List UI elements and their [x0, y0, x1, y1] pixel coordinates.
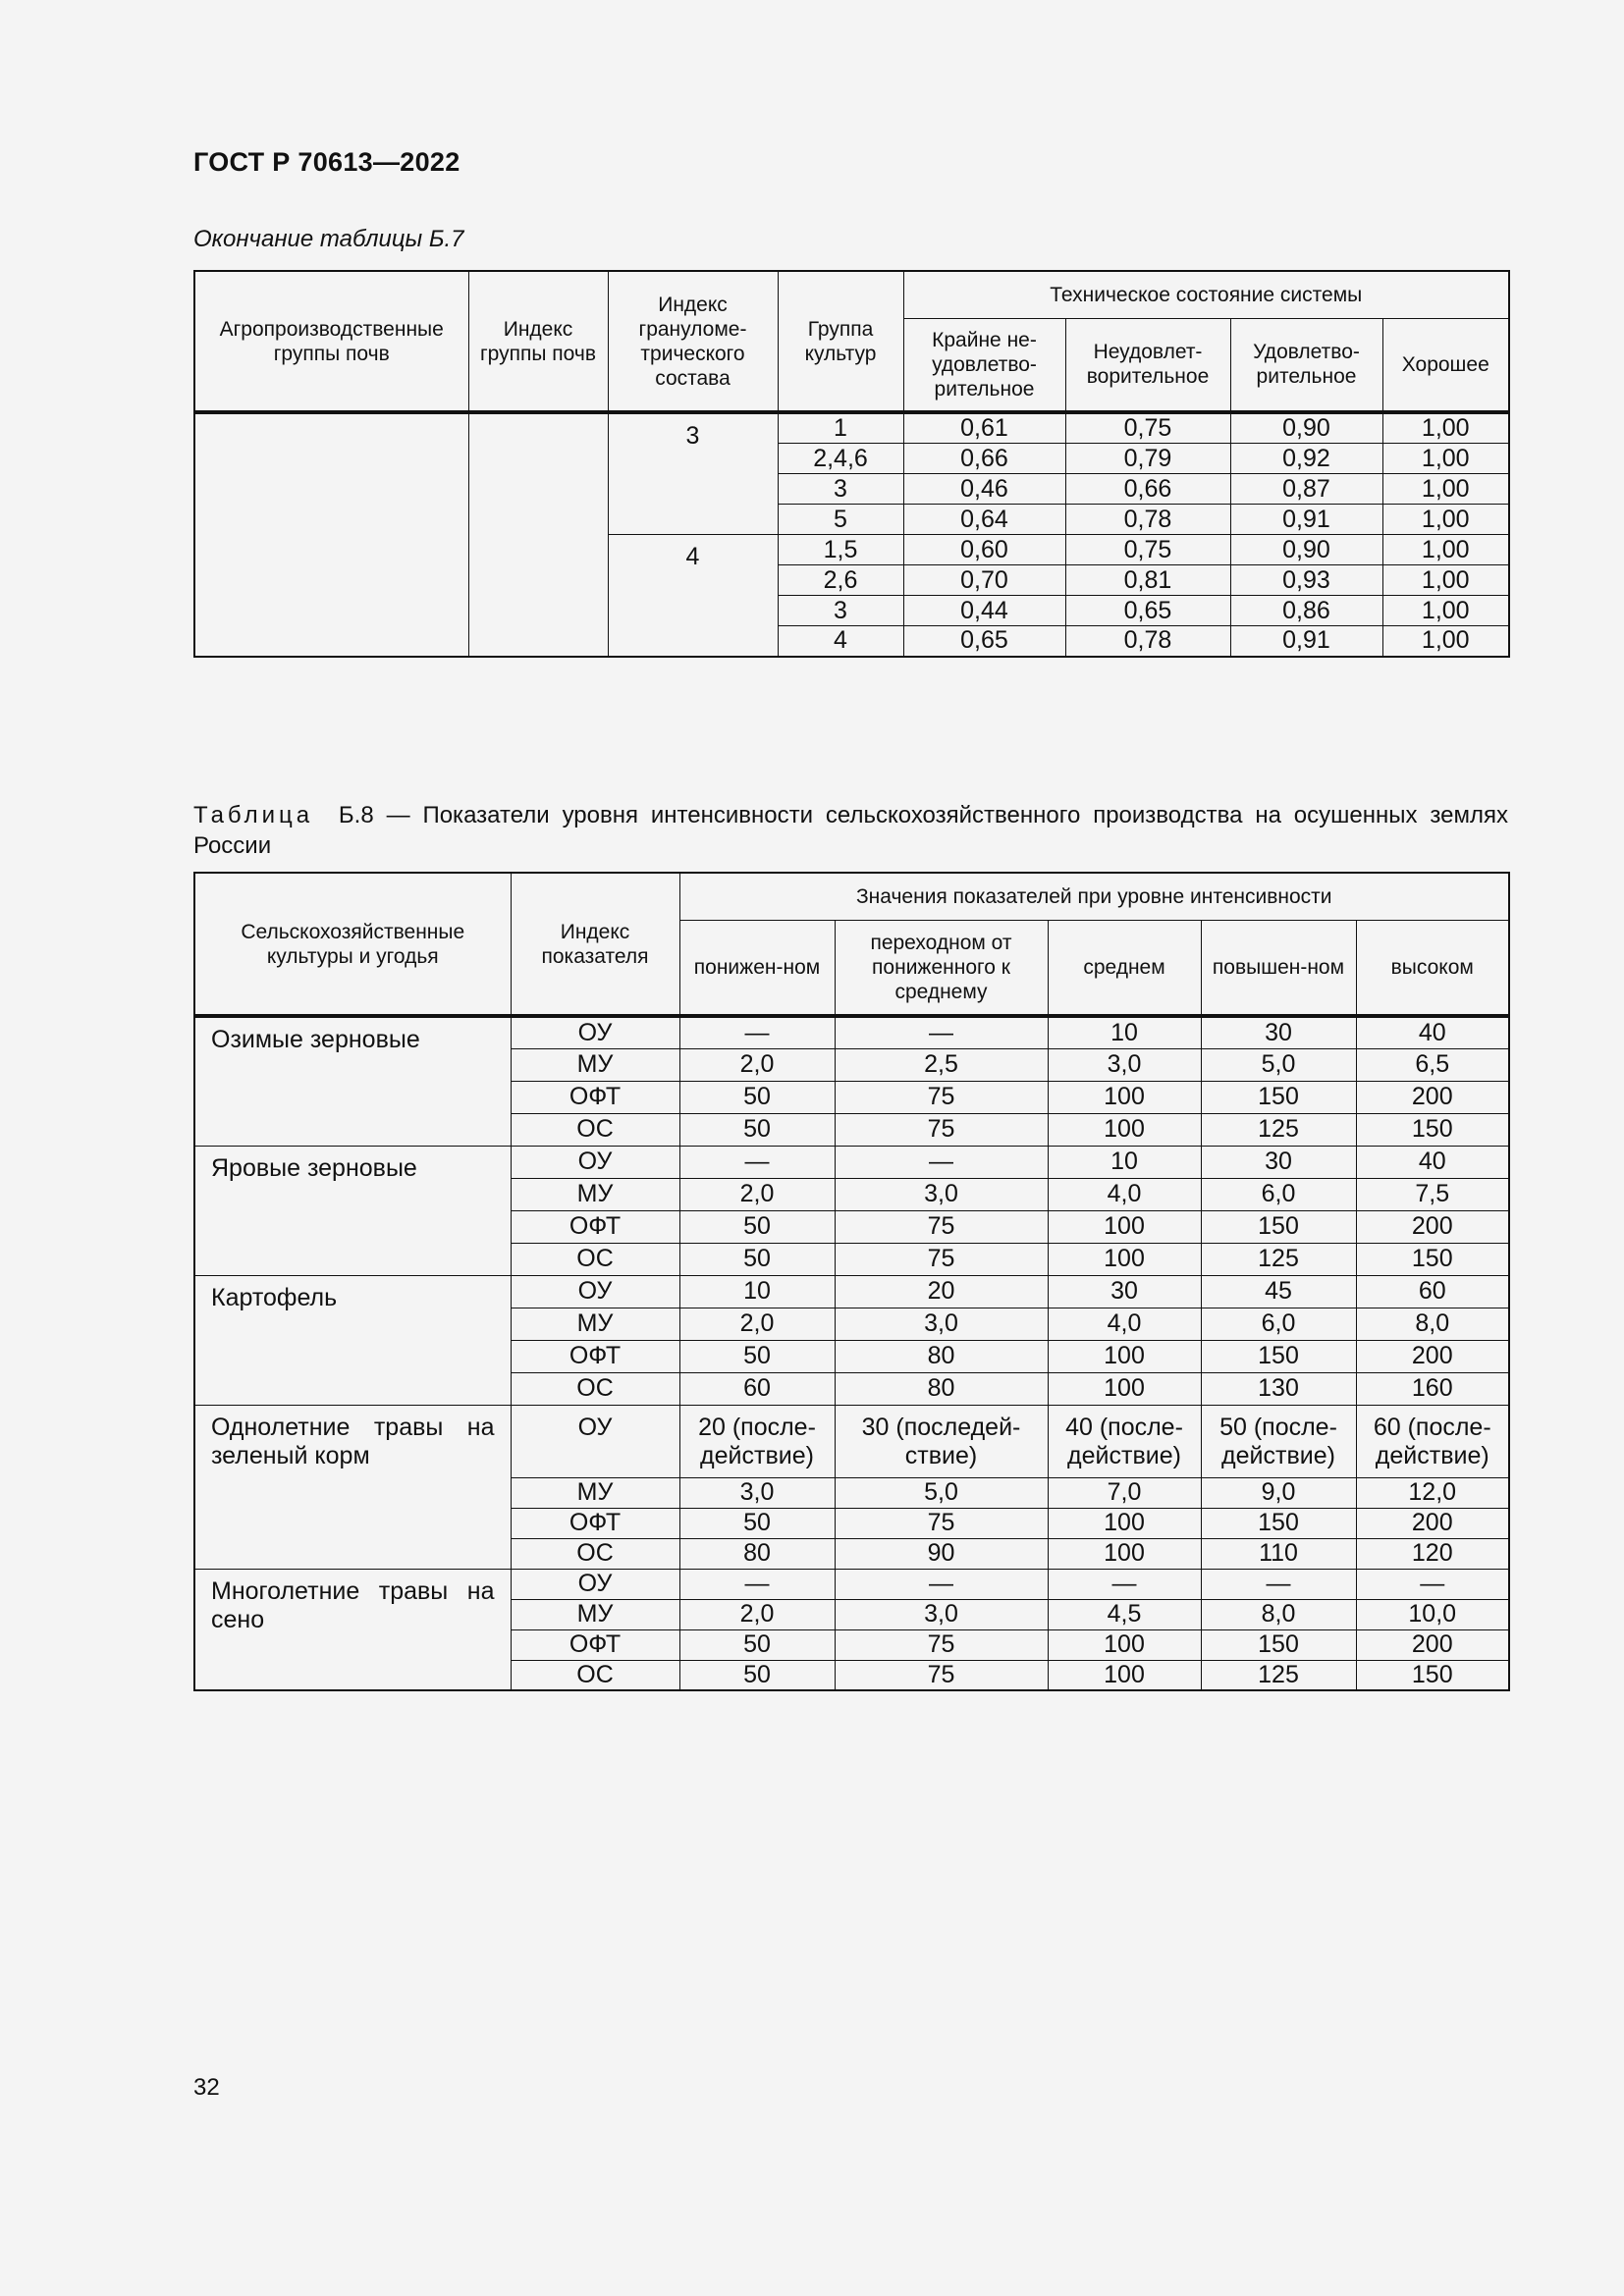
- intensity-value-cell: 150: [1201, 1081, 1356, 1113]
- intensity-value-cell: 10,0: [1356, 1599, 1509, 1629]
- intensity-value-cell: 200: [1356, 1508, 1509, 1538]
- crop-group-cell: 3: [778, 474, 903, 505]
- intensity-value-cell: 100: [1048, 1113, 1201, 1146]
- intensity-value-cell: 6,0: [1201, 1178, 1356, 1210]
- intensity-value-cell: 60 (после-действие): [1356, 1405, 1509, 1477]
- intensity-value-cell: 3,0: [679, 1477, 835, 1508]
- intensity-value-cell: 60: [1356, 1275, 1509, 1308]
- intensity-value-cell: 20: [835, 1275, 1048, 1308]
- granulo-index-cell: 3: [608, 412, 778, 535]
- intensity-value-cell: 10: [1048, 1016, 1201, 1048]
- intensity-value-cell: 150: [1201, 1508, 1356, 1538]
- intensity-value-cell: —: [679, 1016, 835, 1048]
- table-b8: [193, 872, 1510, 1691]
- intensity-value-cell: 8,0: [1201, 1599, 1356, 1629]
- state-value-cell: 0,61: [903, 412, 1065, 444]
- state-value-cell: 1,00: [1382, 474, 1509, 505]
- header-level-high: высоком: [1356, 920, 1509, 1016]
- header-state-satisfactory: Удовлетво-рительное: [1230, 318, 1382, 412]
- intensity-value-cell: 40: [1356, 1016, 1509, 1048]
- intensity-value-cell: 150: [1201, 1340, 1356, 1372]
- table-b8-caption-label: Таблица: [193, 802, 314, 828]
- indicator-index-cell: МУ: [511, 1477, 679, 1508]
- intensity-value-cell: 7,0: [1048, 1477, 1201, 1508]
- crop-name-cell: Картофель: [194, 1275, 511, 1405]
- intensity-value-cell: 4,5: [1048, 1599, 1201, 1629]
- state-value-cell: 1,00: [1382, 565, 1509, 596]
- soil-index-cell: [468, 412, 608, 657]
- state-value-cell: 1,00: [1382, 444, 1509, 474]
- header-state-very-poor: Крайне не-удовлетво-рительное: [903, 318, 1065, 412]
- indicator-index-cell: ОУ: [511, 1405, 679, 1477]
- intensity-value-cell: 75: [835, 1508, 1048, 1538]
- intensity-value-cell: —: [679, 1146, 835, 1178]
- state-value-cell: 0,64: [903, 505, 1065, 535]
- intensity-value-cell: 6,5: [1356, 1048, 1509, 1081]
- intensity-value-cell: 2,0: [679, 1599, 835, 1629]
- indicator-index-cell: МУ: [511, 1308, 679, 1340]
- intensity-value-cell: 2,0: [679, 1178, 835, 1210]
- crop-name-cell: Озимые зерновые: [194, 1016, 511, 1146]
- intensity-value-cell: 2,0: [679, 1048, 835, 1081]
- crop-name-cell: Многолетние травы на сено: [194, 1569, 511, 1690]
- indicator-index-cell: ОС: [511, 1113, 679, 1146]
- state-value-cell: 0,91: [1230, 626, 1382, 657]
- state-value-cell: 0,87: [1230, 474, 1382, 505]
- intensity-value-cell: 50: [679, 1660, 835, 1690]
- intensity-value-cell: 30: [1048, 1275, 1201, 1308]
- intensity-value-cell: 150: [1356, 1113, 1509, 1146]
- intensity-value-cell: 100: [1048, 1372, 1201, 1405]
- state-value-cell: 0,75: [1065, 535, 1230, 565]
- crop-group-cell: 2,6: [778, 565, 903, 596]
- intensity-value-cell: 100: [1048, 1081, 1201, 1113]
- intensity-value-cell: 8,0: [1356, 1308, 1509, 1340]
- state-value-cell: 0,81: [1065, 565, 1230, 596]
- header-soil-index: Индекс группы почв: [468, 271, 608, 412]
- state-value-cell: 0,86: [1230, 596, 1382, 626]
- intensity-value-cell: 50: [679, 1081, 835, 1113]
- agro-group-cell: [194, 412, 468, 657]
- state-value-cell: 0,79: [1065, 444, 1230, 474]
- intensity-value-cell: —: [1356, 1569, 1509, 1599]
- state-value-cell: 0,70: [903, 565, 1065, 596]
- indicator-index-cell: ОФТ: [511, 1508, 679, 1538]
- state-value-cell: 0,44: [903, 596, 1065, 626]
- intensity-value-cell: 100: [1048, 1508, 1201, 1538]
- intensity-value-cell: —: [835, 1146, 1048, 1178]
- state-value-cell: 0,78: [1065, 626, 1230, 657]
- intensity-value-cell: 100: [1048, 1243, 1201, 1275]
- indicator-index-cell: ОУ: [511, 1146, 679, 1178]
- intensity-value-cell: 20 (после-действие): [679, 1405, 835, 1477]
- intensity-value-cell: 150: [1201, 1210, 1356, 1243]
- intensity-value-cell: 125: [1201, 1660, 1356, 1690]
- intensity-value-cell: 200: [1356, 1629, 1509, 1660]
- crop-group-cell: 3: [778, 596, 903, 626]
- indicator-index-cell: ОФТ: [511, 1210, 679, 1243]
- intensity-value-cell: 100: [1048, 1629, 1201, 1660]
- intensity-value-cell: —: [1201, 1569, 1356, 1599]
- indicator-index-cell: ОС: [511, 1243, 679, 1275]
- indicator-index-cell: ОС: [511, 1372, 679, 1405]
- state-value-cell: 0,65: [903, 626, 1065, 657]
- intensity-value-cell: 90: [835, 1538, 1048, 1569]
- state-value-cell: 0,91: [1230, 505, 1382, 535]
- state-value-cell: 0,90: [1230, 535, 1382, 565]
- header-state-good: Хорошее: [1382, 318, 1509, 412]
- table-b7-caption: Окончание таблицы Б.7: [193, 226, 464, 252]
- intensity-value-cell: 50: [679, 1508, 835, 1538]
- intensity-value-cell: —: [835, 1016, 1048, 1048]
- intensity-value-cell: 30: [1201, 1146, 1356, 1178]
- intensity-value-cell: 50: [679, 1243, 835, 1275]
- crop-group-cell: 4: [778, 626, 903, 657]
- state-value-cell: 0,78: [1065, 505, 1230, 535]
- intensity-value-cell: 125: [1201, 1113, 1356, 1146]
- intensity-value-cell: 30: [1201, 1016, 1356, 1048]
- indicator-index-cell: ОФТ: [511, 1340, 679, 1372]
- header-agro-group: Агропроизводственные группы почв: [194, 271, 468, 412]
- intensity-value-cell: 50: [679, 1340, 835, 1372]
- intensity-value-cell: 7,5: [1356, 1178, 1509, 1210]
- intensity-value-cell: 2,0: [679, 1308, 835, 1340]
- state-value-cell: 1,00: [1382, 535, 1509, 565]
- intensity-value-cell: 30 (последей-ствие): [835, 1405, 1048, 1477]
- intensity-value-cell: 200: [1356, 1340, 1509, 1372]
- indicator-index-cell: ОУ: [511, 1569, 679, 1599]
- intensity-value-cell: 5,0: [835, 1477, 1048, 1508]
- state-value-cell: 1,00: [1382, 505, 1509, 535]
- state-value-cell: 0,65: [1065, 596, 1230, 626]
- intensity-value-cell: 80: [679, 1538, 835, 1569]
- header-level-medium: среднем: [1048, 920, 1201, 1016]
- document-title: ГОСТ Р 70613—2022: [193, 147, 460, 177]
- intensity-value-cell: 50: [679, 1629, 835, 1660]
- crop-group-cell: 2,4,6: [778, 444, 903, 474]
- intensity-value-cell: 10: [1048, 1146, 1201, 1178]
- state-value-cell: 1,00: [1382, 596, 1509, 626]
- intensity-value-cell: 75: [835, 1081, 1048, 1113]
- header-indicator-index: Индекс показателя: [511, 873, 679, 1016]
- header-level-increased: повышен-ном: [1201, 920, 1356, 1016]
- intensity-value-cell: 2,5: [835, 1048, 1048, 1081]
- table-b8-caption: [193, 800, 1508, 861]
- intensity-value-cell: 45: [1201, 1275, 1356, 1308]
- intensity-value-cell: 80: [835, 1340, 1048, 1372]
- intensity-value-cell: 200: [1356, 1210, 1509, 1243]
- state-value-cell: 1,00: [1382, 626, 1509, 657]
- intensity-value-cell: 50: [679, 1210, 835, 1243]
- crop-group-cell: 1,5: [778, 535, 903, 565]
- table-b8-caption-text: Б.8 — Показатели уровня интенсивности сельскохозяйственного производства на осушенных землях России: [193, 802, 1508, 859]
- granulo-index-cell: 4: [608, 535, 778, 657]
- intensity-value-cell: 3,0: [835, 1599, 1048, 1629]
- indicator-index-cell: ОФТ: [511, 1081, 679, 1113]
- state-value-cell: 1,00: [1382, 412, 1509, 444]
- intensity-value-cell: —: [1048, 1569, 1201, 1599]
- crop-name-cell: Яровые зерновые: [194, 1146, 511, 1275]
- intensity-value-cell: 75: [835, 1243, 1048, 1275]
- indicator-index-cell: МУ: [511, 1048, 679, 1081]
- intensity-value-cell: 3,0: [1048, 1048, 1201, 1081]
- intensity-value-cell: 40: [1356, 1146, 1509, 1178]
- header-intensity-values: Значения показателей при уровне интенсивности: [679, 873, 1509, 920]
- intensity-value-cell: 200: [1356, 1081, 1509, 1113]
- intensity-value-cell: —: [679, 1569, 835, 1599]
- intensity-value-cell: 3,0: [835, 1308, 1048, 1340]
- indicator-index-cell: ОФТ: [511, 1629, 679, 1660]
- intensity-value-cell: 80: [835, 1372, 1048, 1405]
- intensity-value-cell: 50 (после-действие): [1201, 1405, 1356, 1477]
- header-crop-group: Группа культур: [778, 271, 903, 412]
- intensity-value-cell: 150: [1356, 1243, 1509, 1275]
- intensity-value-cell: 100: [1048, 1538, 1201, 1569]
- indicator-index-cell: МУ: [511, 1599, 679, 1629]
- state-value-cell: 0,46: [903, 474, 1065, 505]
- intensity-value-cell: 150: [1201, 1629, 1356, 1660]
- intensity-value-cell: 6,0: [1201, 1308, 1356, 1340]
- crop-name-cell: Однолетние травы на зеленый корм: [194, 1405, 511, 1569]
- header-crops: Сельскохозяйственные культуры и угодья: [194, 873, 511, 1016]
- header-tech-state: Техническое состояние системы: [903, 271, 1509, 318]
- intensity-value-cell: 10: [679, 1275, 835, 1308]
- indicator-index-cell: ОС: [511, 1538, 679, 1569]
- indicator-index-cell: ОУ: [511, 1016, 679, 1048]
- header-granulo-index: Индекс грануломе-трического состава: [608, 271, 778, 412]
- indicator-index-cell: МУ: [511, 1178, 679, 1210]
- state-value-cell: 0,66: [903, 444, 1065, 474]
- intensity-value-cell: 75: [835, 1660, 1048, 1690]
- intensity-value-cell: 50: [679, 1113, 835, 1146]
- header-level-transitional: переходном от пониженного к среднему: [835, 920, 1048, 1016]
- header-state-poor: Неудовлет-ворительное: [1065, 318, 1230, 412]
- header-level-reduced: понижен-ном: [679, 920, 835, 1016]
- intensity-value-cell: 120: [1356, 1538, 1509, 1569]
- intensity-value-cell: 125: [1201, 1243, 1356, 1275]
- intensity-value-cell: 60: [679, 1372, 835, 1405]
- state-value-cell: 0,66: [1065, 474, 1230, 505]
- state-value-cell: 0,92: [1230, 444, 1382, 474]
- intensity-value-cell: 40 (после-действие): [1048, 1405, 1201, 1477]
- intensity-value-cell: 100: [1048, 1660, 1201, 1690]
- intensity-value-cell: 9,0: [1201, 1477, 1356, 1508]
- intensity-value-cell: 110: [1201, 1538, 1356, 1569]
- indicator-index-cell: ОС: [511, 1660, 679, 1690]
- intensity-value-cell: 12,0: [1356, 1477, 1509, 1508]
- intensity-value-cell: —: [835, 1569, 1048, 1599]
- intensity-value-cell: 150: [1356, 1660, 1509, 1690]
- intensity-value-cell: 5,0: [1201, 1048, 1356, 1081]
- intensity-value-cell: 160: [1356, 1372, 1509, 1405]
- state-value-cell: 0,75: [1065, 412, 1230, 444]
- indicator-index-cell: ОУ: [511, 1275, 679, 1308]
- state-value-cell: 0,60: [903, 535, 1065, 565]
- intensity-value-cell: 4,0: [1048, 1308, 1201, 1340]
- intensity-value-cell: 3,0: [835, 1178, 1048, 1210]
- state-value-cell: 0,93: [1230, 565, 1382, 596]
- page-number: 32: [193, 2074, 220, 2101]
- intensity-value-cell: 75: [835, 1210, 1048, 1243]
- intensity-value-cell: 4,0: [1048, 1178, 1201, 1210]
- intensity-value-cell: 100: [1048, 1210, 1201, 1243]
- intensity-value-cell: 130: [1201, 1372, 1356, 1405]
- intensity-value-cell: 100: [1048, 1340, 1201, 1372]
- table-b7: [193, 270, 1510, 658]
- intensity-value-cell: 75: [835, 1113, 1048, 1146]
- intensity-value-cell: 75: [835, 1629, 1048, 1660]
- crop-group-cell: 1: [778, 412, 903, 444]
- crop-group-cell: 5: [778, 505, 903, 535]
- state-value-cell: 0,90: [1230, 412, 1382, 444]
